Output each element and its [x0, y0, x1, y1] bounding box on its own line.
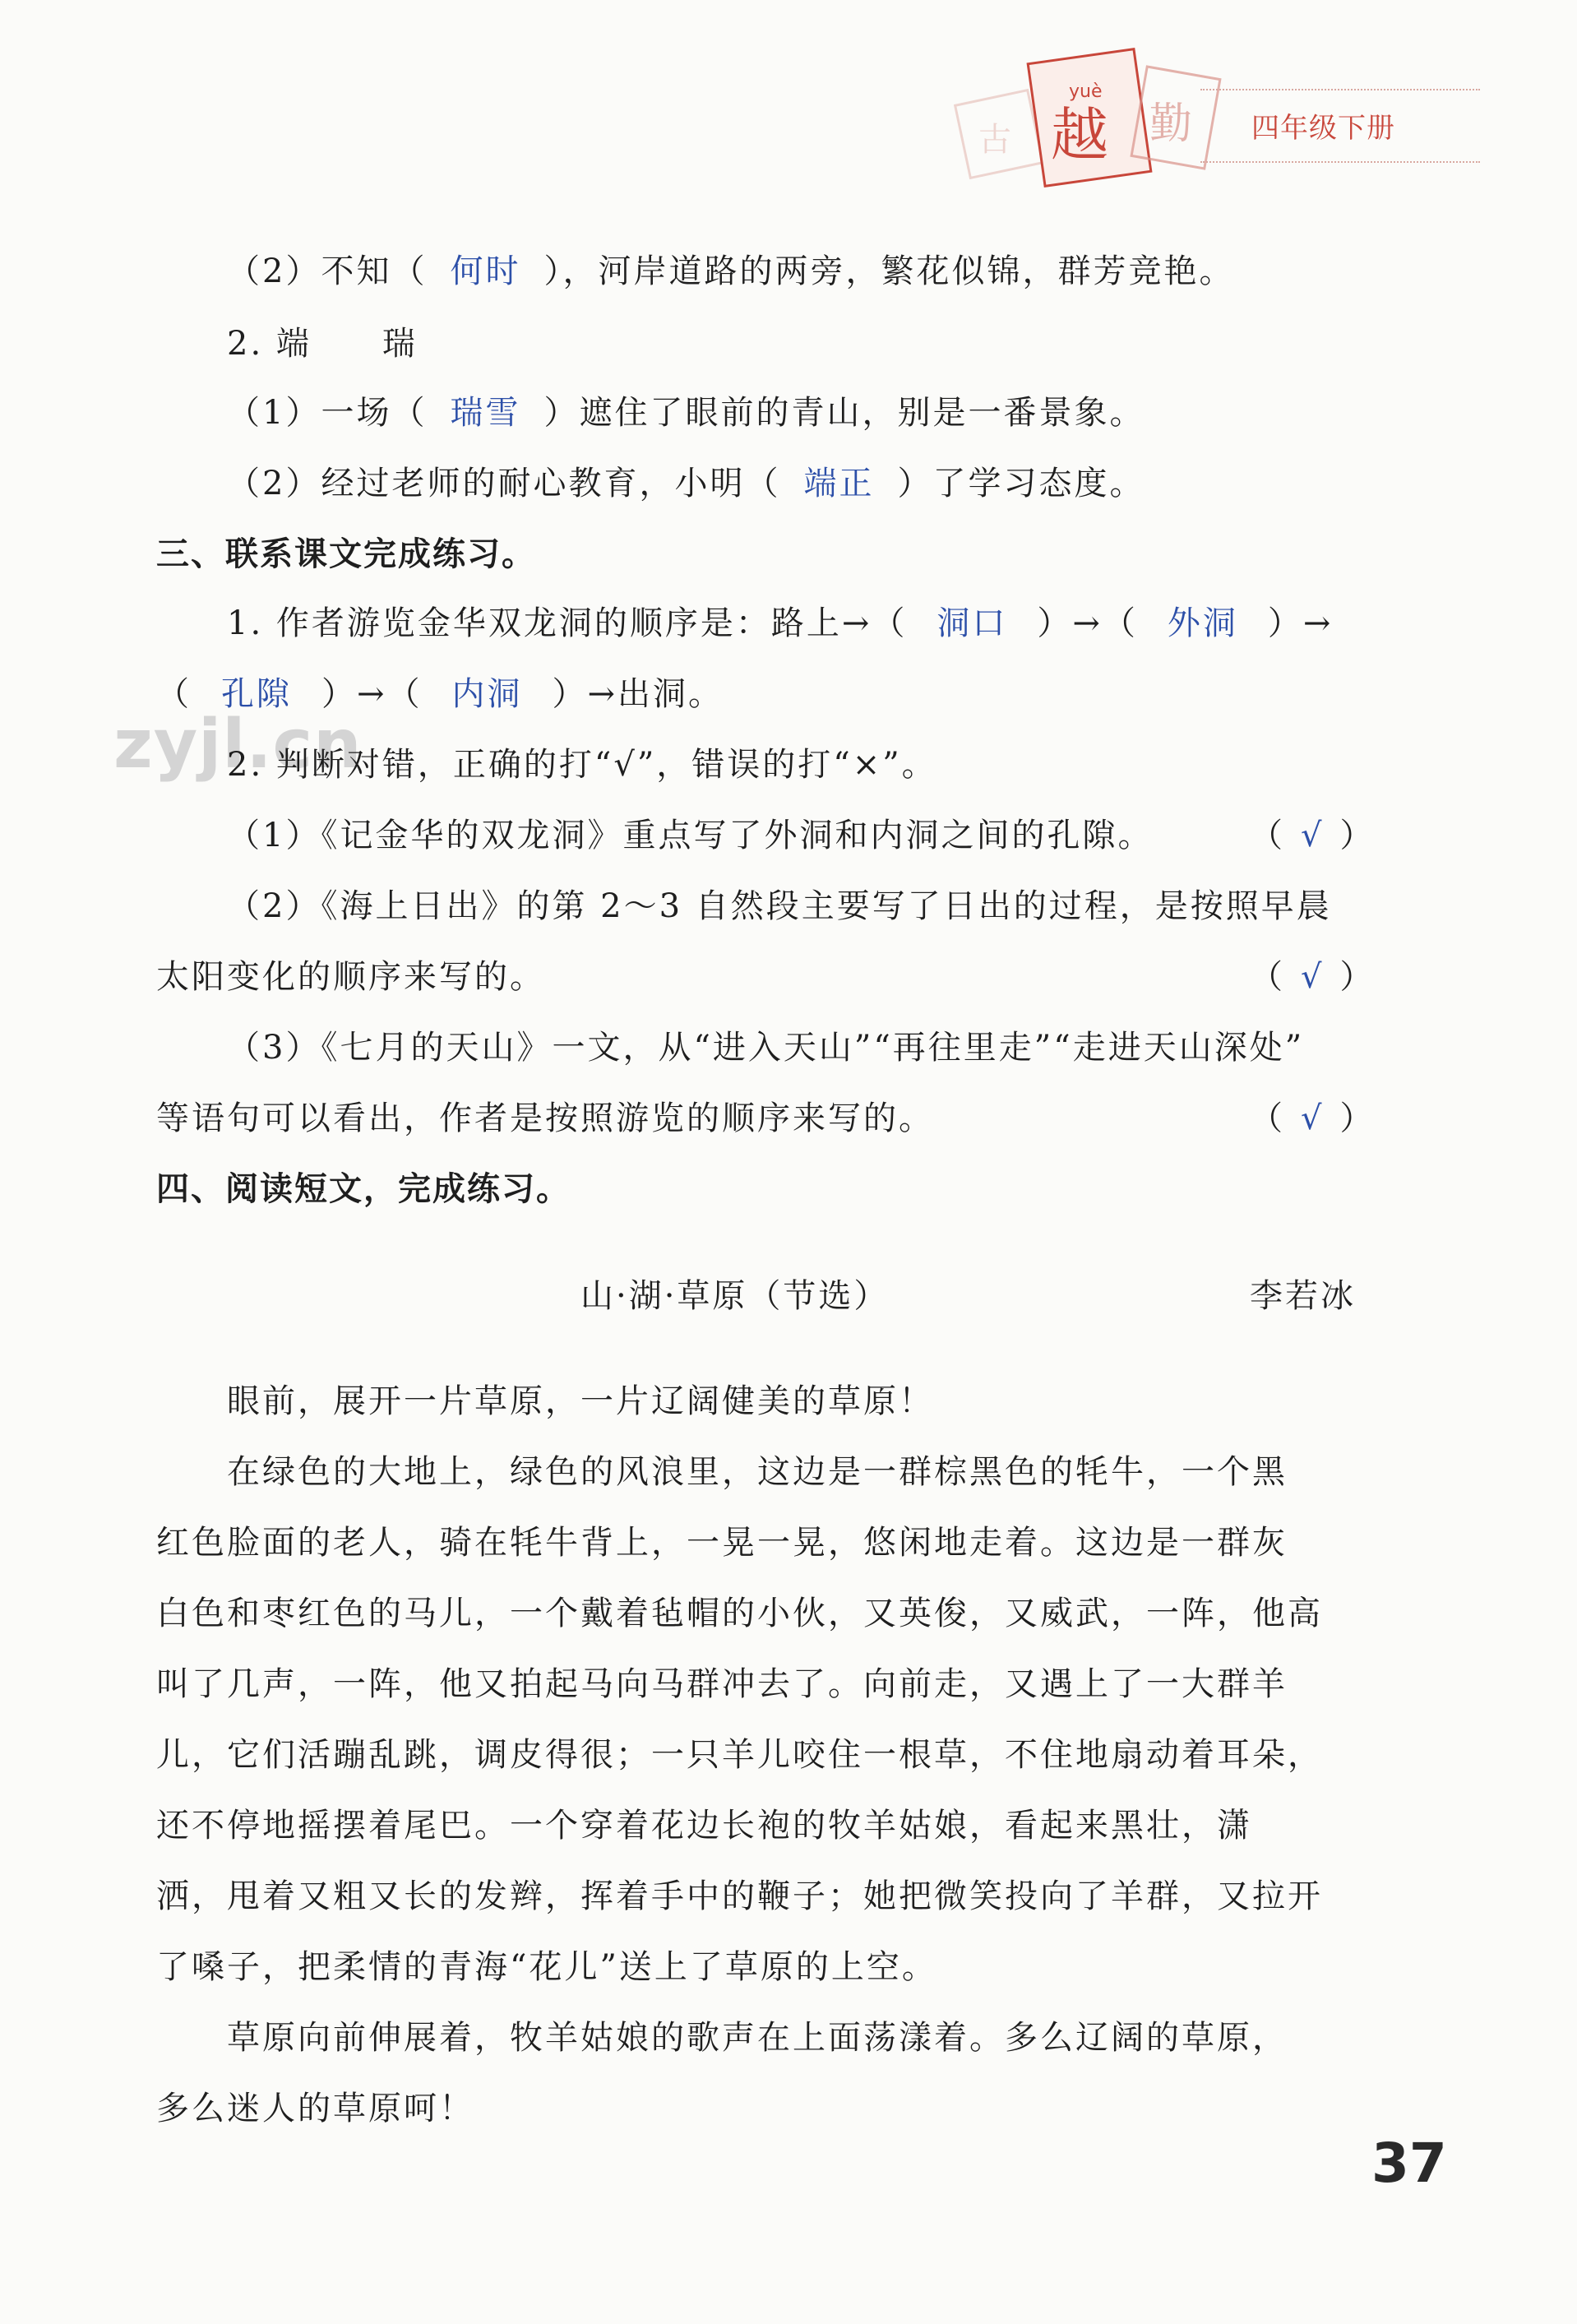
grade-label: 四年级下册 — [1251, 112, 1395, 145]
article-title: 山·湖·草原（节选） — [580, 1277, 890, 1315]
section4-heading: 四、阅读短文，完成练习。 — [156, 1170, 571, 1208]
paragraph-line: 多么迷人的草原呵！ — [156, 2090, 474, 2127]
paragraph-line: 儿，它们活蹦乱跳，调皮得很；一只羊儿咬住一根草，不住地扇动着耳朵， — [156, 1736, 1323, 1774]
judge-item-2: （2）《海上日出》的第 2～3 自然段主要写了日出的过程，是按照早晨 — [227, 887, 1332, 925]
s3-q2-title: 2. 判断对错，正确的打“√”，错误的打“×”。 — [227, 746, 937, 784]
answer-text: 端正 — [803, 465, 875, 502]
answer-text: 瑞雪 — [450, 394, 521, 432]
header-divider-bottom — [1200, 161, 1480, 163]
judge-answer-1: （ √ ） — [1250, 817, 1373, 854]
answer-text: 外洞 — [1167, 604, 1238, 642]
paragraph-line: 白色和枣红色的马儿，一个戴着毡帽的小伙，又英俊，又威武，一阵，他高 — [156, 1595, 1323, 1632]
paragraph-line: 眼前，展开一片草原，一片辽阔健美的草原！ — [156, 1382, 934, 1420]
answer-text: 内洞 — [451, 675, 523, 713]
s3-q1-line1: 1. 作者游览金华双龙洞的顺序是：路上→（ 洞口 ）→（ 外洞 ）→ — [227, 604, 1334, 642]
svg-text:yuè: yuè — [1069, 81, 1103, 102]
paragraph-line: 在绿色的大地上，绿色的风浪里，这边是一群棕黑色的牦牛，一个黑 — [156, 1453, 1288, 1491]
svg-text:勤: 勤 — [1149, 100, 1193, 149]
answer-text: 何时 — [450, 252, 521, 290]
watermark: zyjl.cn — [113, 706, 363, 784]
section3-heading: 三、联系课文完成练习。 — [156, 535, 536, 573]
paragraph-line: 洒，甩着又粗又长的发辫，挥着手中的鞭子；她把微笑投向了羊群，又拉开 — [156, 1877, 1323, 1915]
q2-item-1: （1）一场（ 瑞雪 ）遮住了眼前的青山，别是一番景象。 — [227, 394, 1145, 432]
paragraph-line: 叫了几声，一阵，他又拍起马向马群冲去了。向前走，又遇上了一大群羊 — [156, 1665, 1288, 1703]
judge-answer-3: （ √ ） — [1250, 1100, 1373, 1137]
answer-text: 洞口 — [936, 604, 1008, 642]
q2-title: 2. 端 瑞 — [227, 325, 418, 363]
paragraph-line: 草原向前伸展着，牧羊姑娘的歌声在上面荡漾着。多么辽阔的草原， — [156, 2019, 1288, 2057]
article-author: 李若冰 — [1250, 1277, 1356, 1315]
page-number: 37 — [1371, 2132, 1447, 2195]
judge-item-3-cont: 等语句可以看出，作者是按照游览的顺序来写的。 — [156, 1100, 934, 1137]
paragraph-line: 红色脸面的老人，骑在牦牛背上，一晃一晃，悠闲地走着。这边是一群灰 — [156, 1524, 1288, 1562]
header-stamp-logo — [954, 39, 1233, 196]
answer-text: 孔隙 — [221, 675, 292, 713]
s3-q1-line2: （ 孔隙 ）→（ 内洞 ）→出洞。 — [156, 675, 724, 713]
judge-item-3: （3）《七月的天山》一文，从“进入天山”“再往里走”“走进天山深处” — [227, 1029, 1305, 1067]
judge-answer-2: （ √ ） — [1250, 958, 1373, 996]
q1-item-2: （2）不知（ 何时 ），河岸道路的两旁，繁花似锦，群芳竞艳。 — [227, 252, 1235, 290]
q2-item-2: （2）经过老师的耐心教育，小明（ 端正 ）了学习态度。 — [227, 465, 1145, 502]
judge-item-2-cont: 太阳变化的顺序来写的。 — [156, 958, 545, 996]
svg-text:越: 越 — [1051, 101, 1108, 169]
paragraph-line: 还不停地摇摆着尾巴。一个穿着花边长袍的牧羊姑娘，看起来黑壮，潇 — [156, 1807, 1252, 1845]
paragraph-line: 了嗓子，把柔情的青海“花儿”送上了草原的上空。 — [156, 1948, 937, 1986]
judge-item-1: （1）《记金华的双龙洞》重点写了外洞和内洞之间的孔隙。 — [227, 817, 1154, 854]
svg-text:古: 古 — [978, 121, 1011, 159]
header-divider-top — [1200, 89, 1480, 90]
